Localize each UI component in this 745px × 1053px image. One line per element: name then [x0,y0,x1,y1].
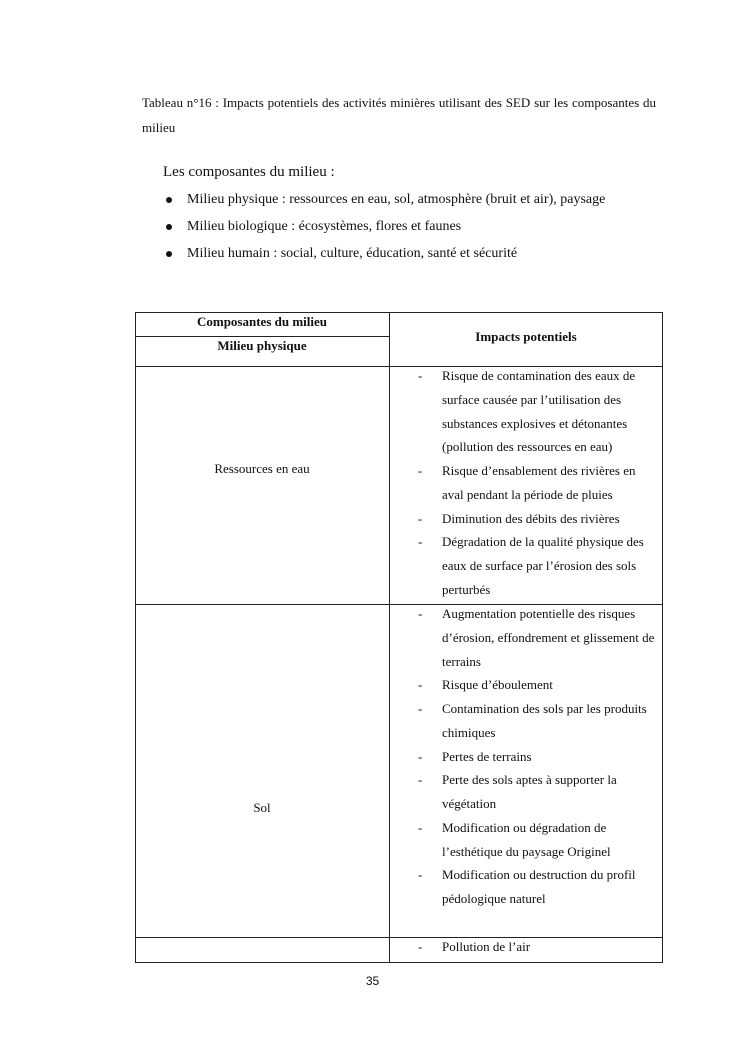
table-border-right [662,312,663,963]
header-component: Composantes du milieu [196,314,328,329]
air-impacts-list [418,935,658,959]
row-label-soil: Sol [253,800,271,815]
bullet-list [163,187,605,268]
table-border-bottom [135,962,663,963]
soil-impacts-list [418,602,658,911]
list-item: - Modification ou destruction du profil pédologique naturel [418,867,636,906]
list-item: - Contamination des sols par les produits chimiques [418,701,647,740]
header-subcategory: Milieu physique [217,338,307,353]
water-impacts-list [418,364,658,602]
bullet-icon [166,197,172,203]
table-column-divider [389,312,390,963]
bullet-icon [166,224,172,230]
list-item: - Pollution de l’air [418,939,531,954]
list-item: - Augmentation potentielle des risques d’érosion, effondrement et glissement de terrains [418,606,655,669]
list-item: Milieu biologique : écosystèmes, flores et faunes [163,214,605,241]
list-item: - Perte des sols aptes à supporter la végétation [418,772,617,811]
row-label-water: Ressources en eau [214,461,310,476]
header-impacts: Impacts potentiels [475,329,577,344]
list-item: - Pertes de terrains [418,748,532,764]
list-item: Milieu physique : ressources en eau, sol, atmosphère (bruit et air), paysage [163,187,605,214]
list-item: - Modification ou dégradation de l’esthétique du paysage Originel [418,819,611,859]
page-number: 35 [365,974,380,988]
list-item: - Risque d’ensablement des rivières en aval pendant la période de pluies [418,463,636,502]
list-item: - Risque de contamination des eaux de surface causée par l’utilisation des substances explosives et détonantes (pollution des ressources en eau) [418,368,636,455]
header-sub-divider [135,336,389,337]
intro-heading: Les composantes du milieu : [163,164,335,180]
table-border-top [135,312,663,313]
table-caption: Tableau n°16 : Impacts potentiels des activités minières utilisant des SED sur les composantes du milieu [142,95,656,135]
table-border-left [135,312,136,963]
bullet-icon [166,251,172,257]
list-item: - Diminution des débits des rivières [418,510,620,526]
list-item: - Dégradation de la qualité physique des eaux de surface par l’érosion des sols perturbés [418,534,644,597]
list-item: - Risque d’éboulement [418,677,553,693]
list-item: Milieu humain : social, culture, éducation, santé et sécurité [163,241,605,268]
